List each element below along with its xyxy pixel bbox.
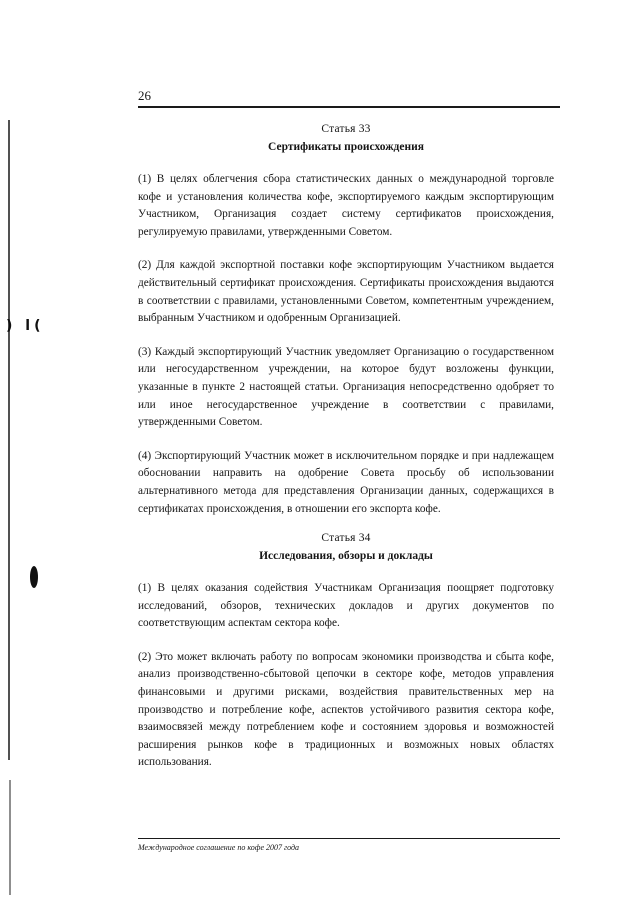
article-paragraph: (1) В целях облегчения сбора статистических данных о международной торговле кофе и установления количества кофе, экспортируемого каждым экспортирующим Участником, Организация создает систему сертификатов происхождения, регулируемую правилами, утвержденными Советом. bbox=[138, 173, 554, 238]
article-paragraph: (3) Каждый экспортирующий Участник уведомляет Организацию о государственном или негосударственном учреждении, на которое будут возложены функции, указанные в пункте 2 настоящей статьи. Организация непосредственно одобряет то или иное негосударственное учреждение в соответствии с правилами, утвержденными Советом. bbox=[138, 345, 554, 429]
article-title: Статья 33 bbox=[321, 123, 371, 135]
article-paragraph: (4) Экспортирующий Участник может в исключительном порядке и при надлежащем обосновании направить на одобрение Совета просьбу об использовании альтернативного метода для представления Организации данных, содержащихся в сертификатах происхождения, в отношении его экспорта кофе. bbox=[138, 449, 554, 515]
article-33 bbox=[138, 122, 554, 518]
footer-divider bbox=[138, 838, 560, 839]
article-paragraph: (2) Для каждой экспортной поставки кофе экспортирующим Участником выдается действительный сертификат происхождения. Сертификаты происхождения выдаются в соответствии с правилами, установленными Советом, компетентным учреждением, выбранным Участником и одобренным Организацией. bbox=[138, 259, 554, 325]
article-paragraph: (1) В целях оказания содействия Участникам Организация поощряет подготовку исследований, обзоров, технических докладов и других документов по соответствующим аспектам сектора кофе. bbox=[138, 582, 554, 630]
page-number: 26 bbox=[138, 88, 151, 103]
article-heading: Сертификаты происхождения bbox=[268, 141, 424, 153]
page-body bbox=[138, 112, 554, 772]
header-divider bbox=[138, 106, 560, 108]
article-title: Статья 34 bbox=[321, 532, 371, 545]
scan-edge-line bbox=[8, 120, 10, 760]
scan-hole-punch-mark bbox=[30, 566, 38, 588]
scan-edge-mark: ) l( bbox=[6, 318, 45, 334]
article-heading: Исследования, обзоры и доклады bbox=[259, 550, 433, 563]
scan-edge-line-lower bbox=[9, 780, 11, 895]
article-34 bbox=[138, 531, 554, 772]
article-paragraph: (2) Это может включать работу по вопросам экономики производства и сбыта кофе, анализ производственно-сбытовой цепочки в секторе кофе, методов управления финансовыми и другими рисками, воздействия правительственных мер на производство и потребление кофе, аспектов устойчивого развития сектора кофе, взаимосвязей между потреблением кофе и состоянием здоровья и возможностей расширения рынков кофе в традиционных и возможных новых областях использования. bbox=[138, 650, 554, 769]
footer-title: Международное соглашение по кофе 2007 года bbox=[138, 843, 300, 852]
